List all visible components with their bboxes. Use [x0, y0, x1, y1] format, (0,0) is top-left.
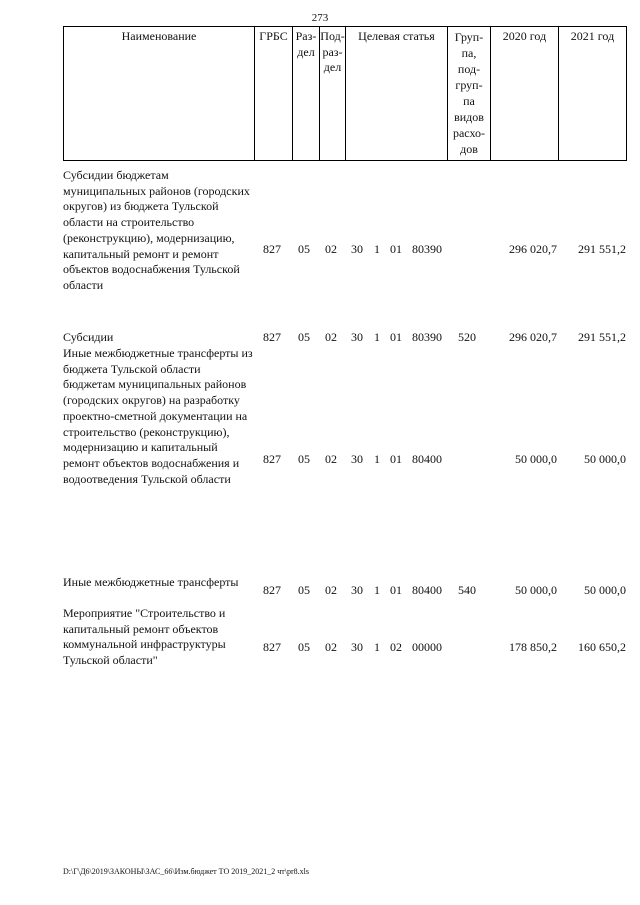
razdel-cell: 05: [298, 583, 310, 597]
amount-2020-cell: 178 850,2: [509, 640, 557, 654]
razdel-cell: 05: [298, 452, 310, 466]
row-name: Иные межбюджетные трансферты из бюджета Тульской области бюджетам муниципальных районов (городских округов) на разработку проектно-сметной документации на строительство (реконструкцию), модернизацию и капитальный ремонт объектов водоснабжения и водоотведения Тульской области: [63, 346, 253, 486]
grbs-cell: 827: [263, 583, 281, 597]
col-header-podrazdel: Под- раз- дел: [320, 29, 345, 74]
cs-subprogram-cell: 1: [374, 640, 380, 654]
group-cell: 520: [458, 330, 476, 344]
row-name: Субсидии бюджетам муниципальных районов (городских округов) из бюджета Тульской области на строительство (реконструкцию), модернизацию, капитальный ремонт и ремонт объектов водоснабжения Тульской области: [63, 168, 250, 292]
cs-direction-cell: 80390: [412, 242, 442, 256]
cs-direction-cell: 80400: [412, 583, 442, 597]
col-header-group: Груп- па, под- груп- па видов расхо- дов: [452, 30, 486, 156]
amount-2020-cell: 50 000,0: [515, 583, 557, 597]
amount-2020-cell: 50 000,0: [515, 452, 557, 466]
col-header-2021: 2021 год: [570, 29, 615, 43]
cs-direction-cell: 00000: [412, 640, 442, 654]
podrazdel-cell: 02: [325, 583, 337, 597]
footer-file-path: D:\Г\Д6\2019\ЗАКОНЫ\ЗАС_66\Изм.бюджет ТО 2019_2021_2 чт\pr8.xls: [63, 867, 309, 876]
razdel-cell: 05: [298, 242, 310, 256]
col-header-grbs: ГРБС: [259, 29, 288, 43]
col-header-razdel: Раз- дел: [295, 29, 317, 59]
cs-program-cell: 30: [351, 452, 363, 466]
amount-2020-cell: 296 020,7: [509, 242, 557, 256]
group-cell: 540: [458, 583, 476, 597]
amount-2021-cell: 160 650,2: [578, 640, 626, 654]
cs-event-cell: 02: [390, 640, 402, 654]
cs-program-cell: 30: [351, 242, 363, 256]
row-name: Иные межбюджетные трансферты: [63, 575, 239, 589]
cs-event-cell: 01: [390, 242, 402, 256]
col-header-name: Наименование: [121, 29, 197, 43]
cs-program-cell: 30: [351, 330, 363, 344]
podrazdel-cell: 02: [325, 452, 337, 466]
podrazdel-cell: 02: [325, 640, 337, 654]
razdel-cell: 05: [298, 640, 310, 654]
cs-event-cell: 01: [390, 330, 402, 344]
cs-direction-cell: 80400: [412, 452, 442, 466]
grbs-cell: 827: [263, 640, 281, 654]
podrazdel-cell: 02: [325, 330, 337, 344]
razdel-cell: 05: [298, 330, 310, 344]
amount-2020-cell: 296 020,7: [509, 330, 557, 344]
grbs-cell: 827: [263, 452, 281, 466]
amount-2021-cell: 50 000,0: [584, 583, 626, 597]
cs-event-cell: 01: [390, 583, 402, 597]
amount-2021-cell: 291 551,2: [578, 242, 626, 256]
cs-program-cell: 30: [351, 640, 363, 654]
cs-subprogram-cell: 1: [374, 330, 380, 344]
col-header-target: Целевая статья: [358, 29, 435, 43]
cs-subprogram-cell: 1: [374, 583, 380, 597]
grbs-cell: 827: [263, 330, 281, 344]
cs-program-cell: 30: [351, 583, 363, 597]
cs-subprogram-cell: 1: [374, 452, 380, 466]
page-number: 273: [311, 12, 329, 24]
cs-direction-cell: 80390: [412, 330, 442, 344]
cs-event-cell: 01: [390, 452, 402, 466]
amount-2021-cell: 291 551,2: [578, 330, 626, 344]
grbs-cell: 827: [263, 242, 281, 256]
row-name: Субсидии: [63, 330, 114, 344]
amount-2021-cell: 50 000,0: [584, 452, 626, 466]
cs-subprogram-cell: 1: [374, 242, 380, 256]
col-header-2020: 2020 год: [502, 29, 547, 43]
row-name: Мероприятие "Строительство и капитальный ремонт объектов коммунальной инфраструктуры Тульской области": [63, 606, 226, 668]
podrazdel-cell: 02: [325, 242, 337, 256]
